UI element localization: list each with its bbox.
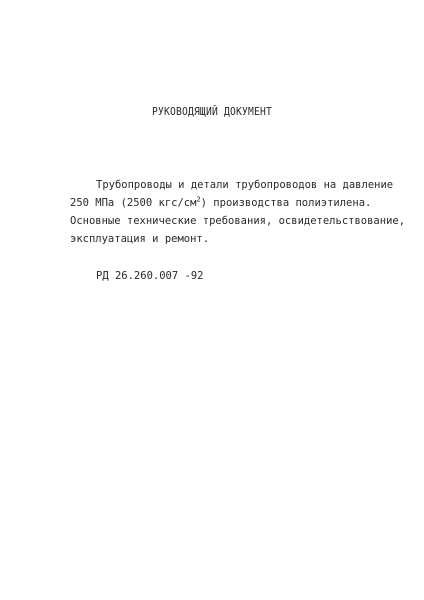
document-code: РД 26.260.007 -92: [96, 270, 204, 282]
title-line-2-rest: ) производства полиэтилена.: [200, 197, 372, 209]
title-line-4: эксплуатация и ремонт.: [70, 233, 210, 245]
title-line-3: Основные технические требования, освидетельствование,: [70, 215, 406, 227]
superscript-2: 2: [196, 195, 201, 204]
document-heading: РУКОВОДЯЩИЙ ДОКУМЕНТ: [151, 106, 273, 118]
title-line-2: [70, 197, 371, 209]
title-line-2-main: 250 МПа (2500 кгс/см: [70, 197, 197, 209]
title-line-1: Трубопроводы и детали трубопроводов на давление: [96, 179, 394, 191]
